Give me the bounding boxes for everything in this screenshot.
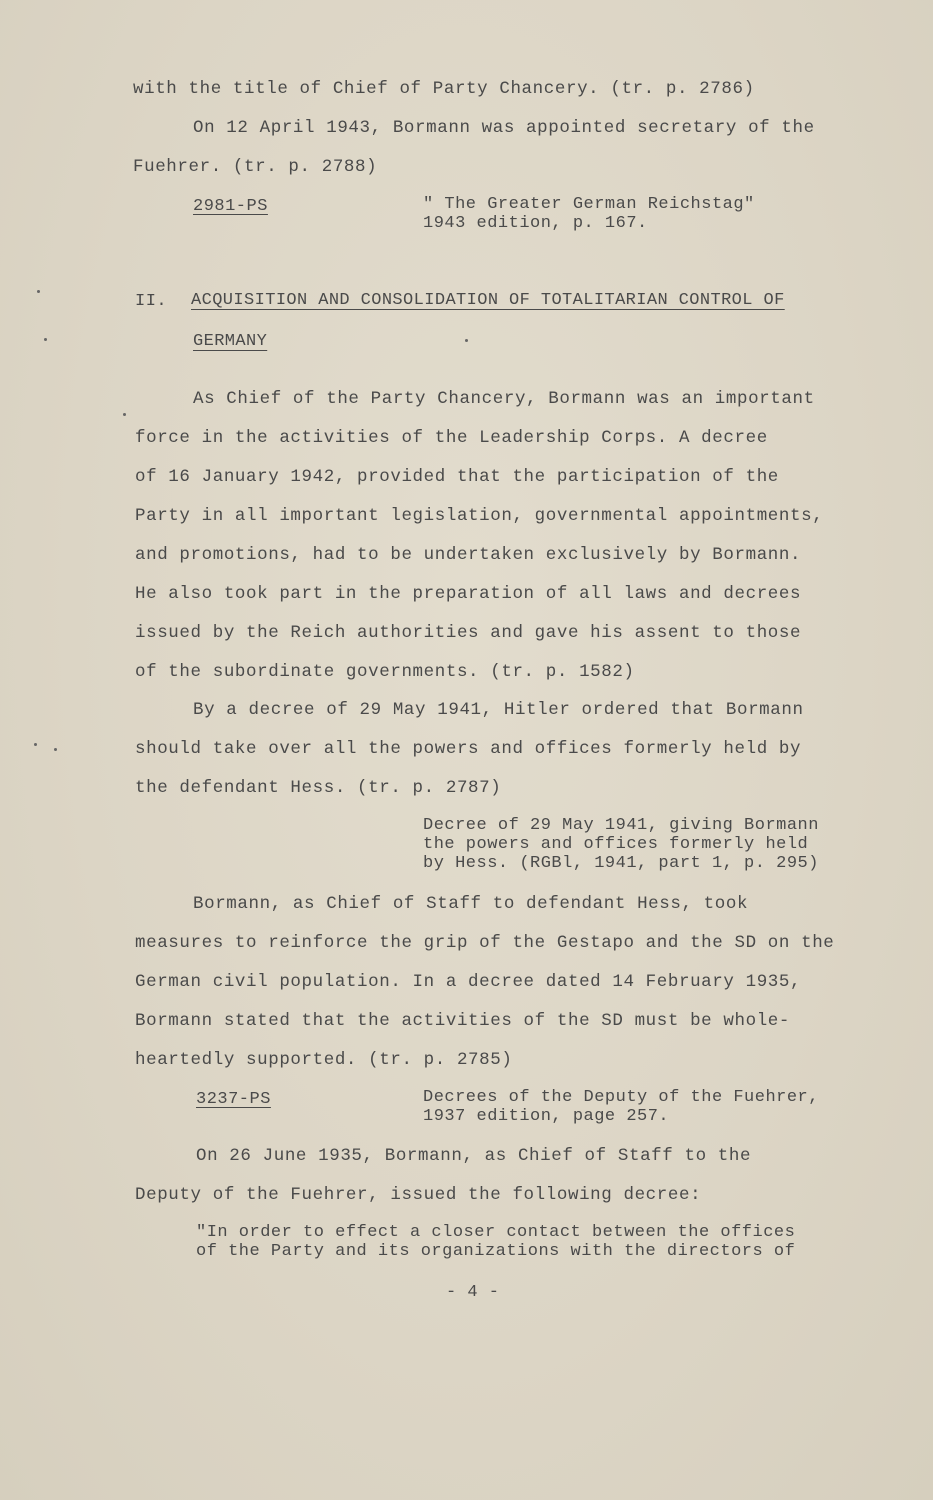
paper-speck (465, 339, 468, 342)
text-line: German civil population. In a decree dated 14 February 1935, (135, 972, 802, 992)
document-reference-code: 2981-PS (193, 197, 268, 216)
document-reference-code: 3237-PS (196, 1090, 271, 1109)
paper-speck (44, 338, 47, 341)
text-line: should take over all the powers and offices formerly held by (135, 739, 802, 759)
reference-text: " The Greater German Reichstag" (423, 195, 755, 214)
text-line: of the subordinate governments. (tr. p. 1582) (135, 662, 635, 682)
paper-speck (54, 748, 57, 751)
reference-text: the powers and offices formerly held (423, 835, 809, 854)
text-line: Party in all important legislation, governmental appointments, (135, 506, 824, 526)
paper-speck (34, 743, 37, 746)
text-line: of 16 January 1942, provided that the participation of the (135, 467, 779, 487)
text-line: On 26 June 1935, Bormann, as Chief of Staff to the (196, 1146, 752, 1166)
text-line: Deputy of the Fuehrer, issued the following decree: (135, 1185, 702, 1205)
quote-line: "In order to effect a closer contact between the offices (196, 1223, 796, 1242)
text-line: with the title of Chief of Party Chancery. (tr. p. 2786) (133, 79, 755, 99)
text-line: issued by the Reich authorities and gave his assent to those (135, 623, 802, 643)
paper-speck (37, 290, 40, 293)
section-heading: GERMANY (193, 332, 268, 351)
text-line: As Chief of the Party Chancery, Bormann was an important (193, 389, 815, 409)
text-line: By a decree of 29 May 1941, Hitler ordered that Bormann (193, 700, 804, 720)
reference-text: 1943 edition, p. 167. (423, 214, 648, 233)
text-line: the defendant Hess. (tr. p. 2787) (135, 778, 502, 798)
reference-text: 1937 edition, page 257. (423, 1107, 670, 1126)
text-line: heartedly supported. (tr. p. 2785) (135, 1050, 513, 1070)
text-line: Bormann stated that the activities of the SD must be whole- (135, 1011, 791, 1031)
text-line: On 12 April 1943, Bormann was appointed secretary of the (193, 118, 815, 138)
quote-line: of the Party and its organizations with the directors of (196, 1242, 796, 1261)
reference-text: Decree of 29 May 1941, giving Bormann (423, 816, 819, 835)
text-line: Bormann, as Chief of Staff to defendant Hess, took (193, 894, 749, 914)
text-line: measures to reinforce the grip of the Gestapo and the SD on the (135, 933, 835, 953)
text-line: force in the activities of the Leadership Corps. A decree (135, 428, 768, 448)
section-heading: ACQUISITION AND CONSOLIDATION OF TOTALITARIAN CONTROL OF (191, 291, 785, 310)
text-line: He also took part in the preparation of all laws and decrees (135, 584, 802, 604)
text-line: Fuehrer. (tr. p. 2788) (133, 157, 378, 177)
page-number: - 4 - (446, 1283, 500, 1302)
paper-speck (123, 413, 126, 416)
section-number: II. (135, 292, 168, 311)
reference-text: Decrees of the Deputy of the Fuehrer, (423, 1088, 819, 1107)
reference-text: by Hess. (RGBl, 1941, part 1, p. 295) (423, 854, 819, 873)
text-line: and promotions, had to be undertaken exclusively by Bormann. (135, 545, 802, 565)
